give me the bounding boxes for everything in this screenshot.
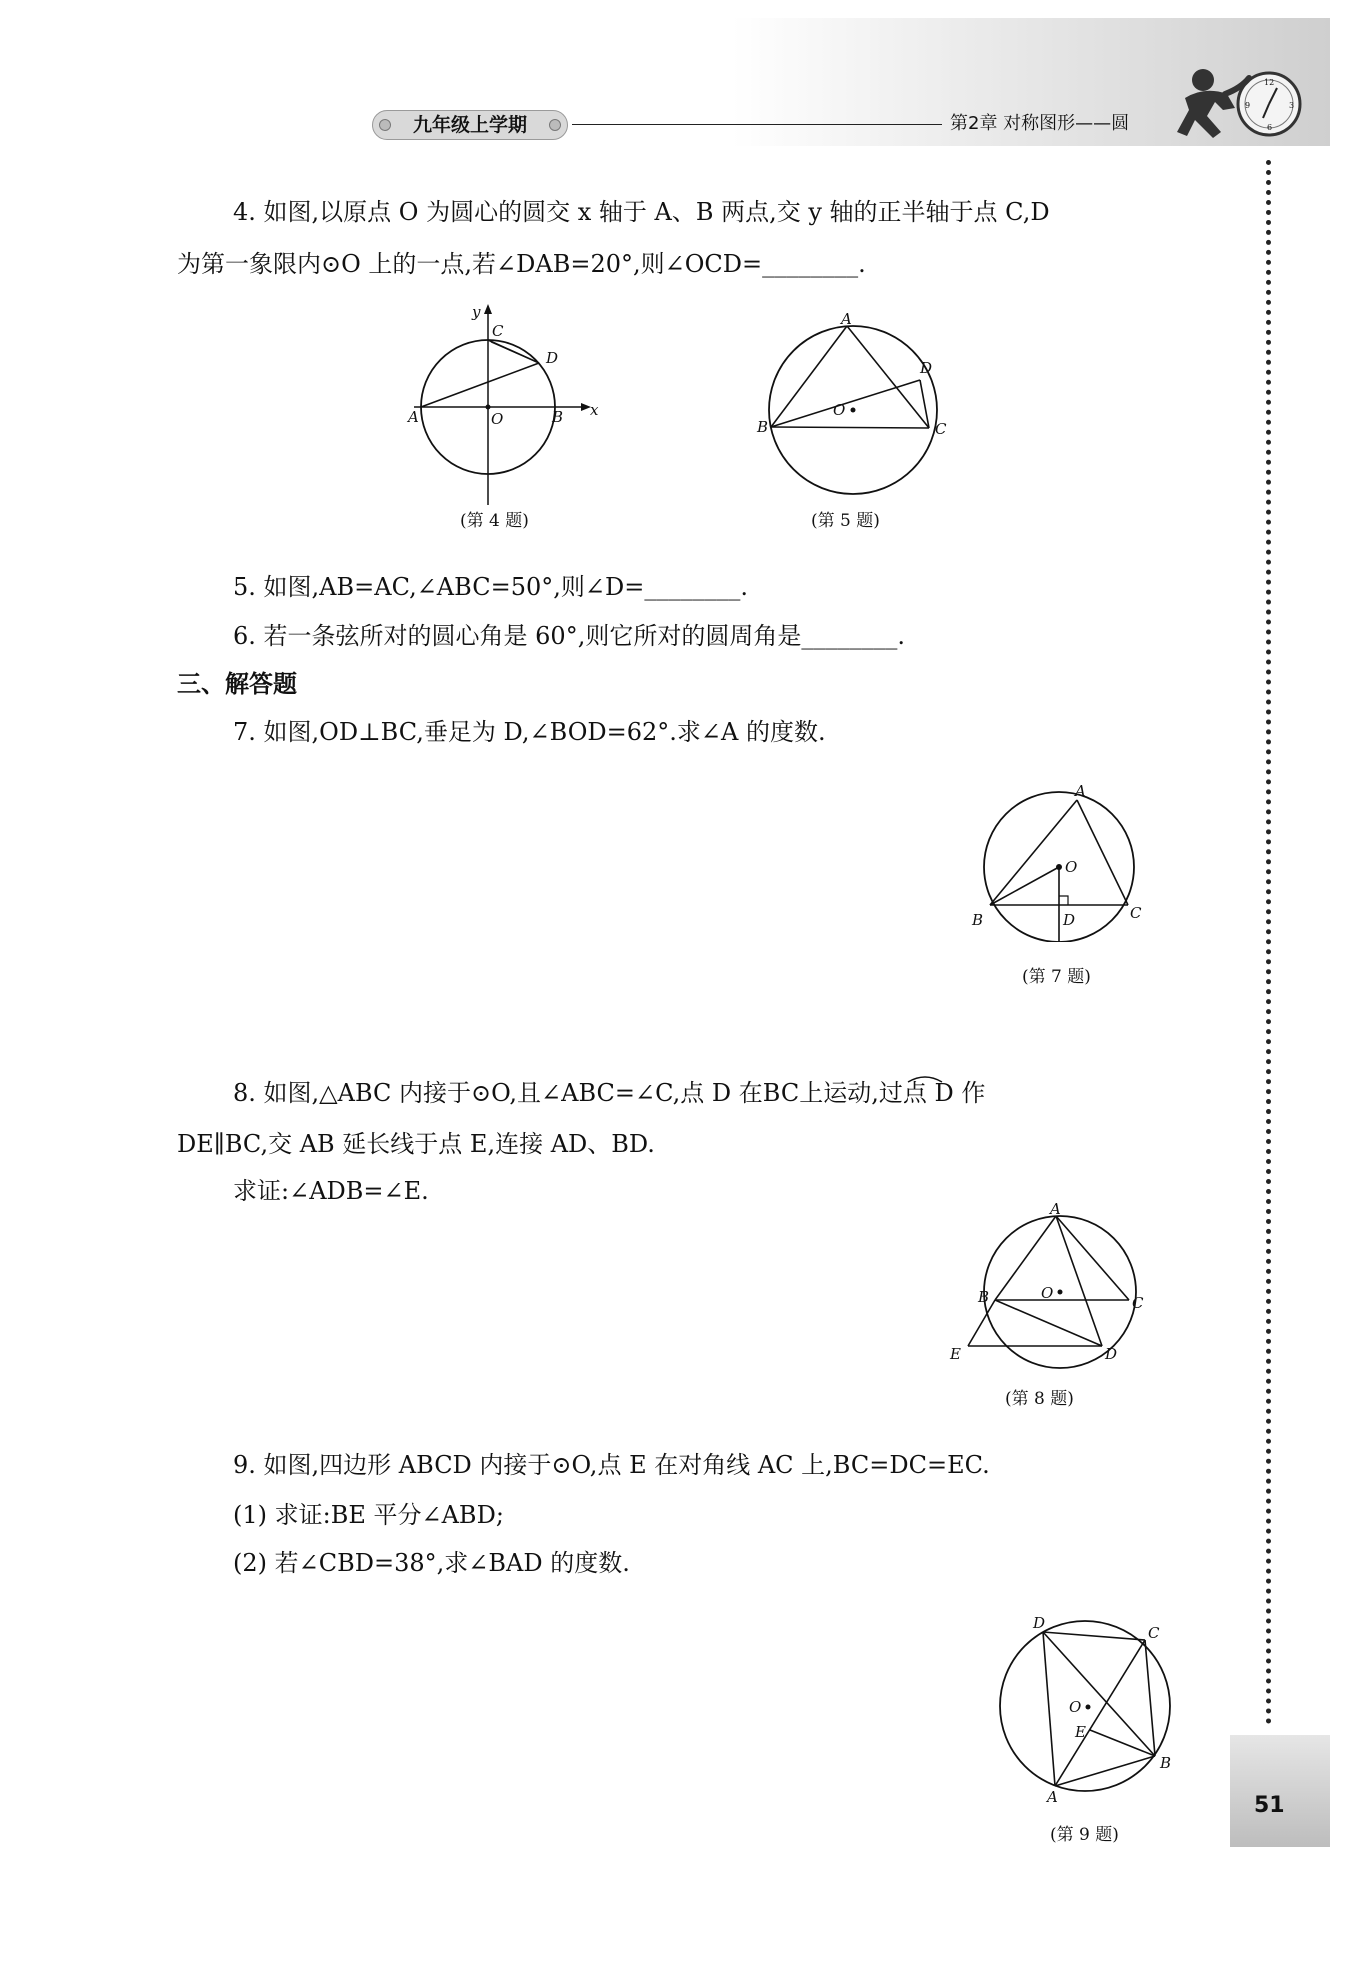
fig8-label-c: C — [1132, 1294, 1144, 1312]
figure-8 — [940, 1200, 1150, 1370]
pill-dot-right — [549, 119, 561, 131]
figure-4 — [400, 300, 600, 510]
figure-5 — [755, 310, 955, 500]
q9-line1: 9. 如图,四边形 ABCD 内接于⊙O,点 E 在对角线 AC 上,BC=DC=EC. — [233, 1451, 990, 1479]
fig4-label-y: y — [472, 303, 481, 321]
fig4-label-c: C — [492, 322, 504, 340]
svg-text:6: 6 — [1267, 123, 1273, 132]
fig9-label-a: A — [1047, 1788, 1058, 1802]
margin-dots — [1266, 160, 1271, 1725]
q8-line1 — [233, 1078, 985, 1108]
q8-line3: 求证:∠ADB=∠E. — [233, 1177, 429, 1205]
fig9-label-o: O — [1069, 1698, 1082, 1716]
fig8-label-e: E — [950, 1345, 961, 1363]
fig4-label-b: B — [552, 408, 564, 426]
fig7-label-d: D — [1063, 911, 1076, 929]
pill-dot-left — [379, 119, 391, 131]
section-heading: 三、解答题 — [177, 670, 297, 698]
fig7-label-b: B — [972, 911, 984, 929]
fig5-caption: (第 5 题) — [811, 511, 880, 531]
chapter-title: 第2章 对称图形——圆 — [950, 113, 1130, 134]
fig7-label-c: C — [1130, 904, 1142, 922]
fig8-label-d: D — [1105, 1345, 1118, 1363]
grade-badge — [372, 110, 568, 140]
fig5-label-b: B — [757, 418, 769, 436]
fig8-caption: (第 8 题) — [1005, 1389, 1074, 1409]
fig4-caption: (第 4 题) — [460, 511, 529, 531]
q4-line2: 为第一象限内⊙O 上的一点,若∠DAB=20°,则∠OCD=________. — [177, 250, 866, 278]
q7: 7. 如图,OD⊥BC,垂足为 D,∠BOD=62°.求∠A 的度数. — [233, 718, 826, 746]
fig9-caption: (第 9 题) — [1050, 1825, 1119, 1845]
q9-line3: (2) 若∠CBD=38°,求∠BAD 的度数. — [233, 1549, 630, 1577]
q6: 6. 若一条弦所对的圆心角是 60°,则它所对的圆周角是________. — [233, 622, 905, 650]
fig4-label-d: D — [546, 349, 559, 367]
fig5-label-d: D — [920, 359, 933, 377]
fig9-label-e: E — [1075, 1723, 1086, 1741]
fig9-label-c: C — [1148, 1624, 1160, 1642]
fig8-label-b: B — [978, 1288, 990, 1306]
svg-text:9: 9 — [1245, 101, 1251, 110]
fig8-label-a: A — [1050, 1200, 1061, 1218]
header-band — [0, 18, 1330, 146]
svg-text:3: 3 — [1289, 101, 1295, 110]
runner-compass-icon — [1165, 58, 1315, 148]
grade-label: 九年级上学期 — [412, 114, 527, 136]
arc-mark — [905, 1072, 945, 1084]
fig7-label-o: O — [1065, 858, 1078, 876]
fig4-label-o: O — [491, 410, 504, 428]
fig8-label-o: O — [1041, 1284, 1054, 1302]
q4-line1: 4. 如图,以原点 O 为圆心的圆交 x 轴于 A、B 两点,交 y 轴的正半轴于点 C,D — [233, 198, 1050, 226]
header-rule — [572, 124, 942, 125]
fig4-label-x: x — [590, 401, 599, 419]
q5: 5. 如图,AB=AC,∠ABC=50°,则∠D=________. — [233, 573, 748, 601]
page-number: 51 — [1254, 1793, 1285, 1818]
fig9-label-d: D — [1033, 1614, 1046, 1632]
fig5-label-o: O — [833, 401, 846, 419]
q8-line1-text: 8. 如图,△ABC 内接于⊙O,且∠ABC=∠C,点 D 在BC上运动,过点 D 作 — [233, 1079, 986, 1107]
fig7-label-a: A — [1075, 782, 1086, 800]
page-corner — [1230, 1735, 1330, 1847]
fig9-label-b: B — [1160, 1754, 1172, 1772]
q9-line2: (1) 求证:BE 平分∠ABD; — [233, 1501, 504, 1529]
q8-line2: DE∥BC,交 AB 延长线于点 E,连接 AD、BD. — [177, 1130, 655, 1158]
fig5-label-a: A — [841, 310, 852, 328]
fig4-label-a: A — [408, 408, 419, 426]
figure-7 — [965, 782, 1145, 942]
fig7-caption: (第 7 题) — [1022, 967, 1091, 987]
figure-9 — [995, 1612, 1185, 1802]
svg-text:12: 12 — [1264, 78, 1275, 87]
fig5-label-c: C — [935, 420, 947, 438]
